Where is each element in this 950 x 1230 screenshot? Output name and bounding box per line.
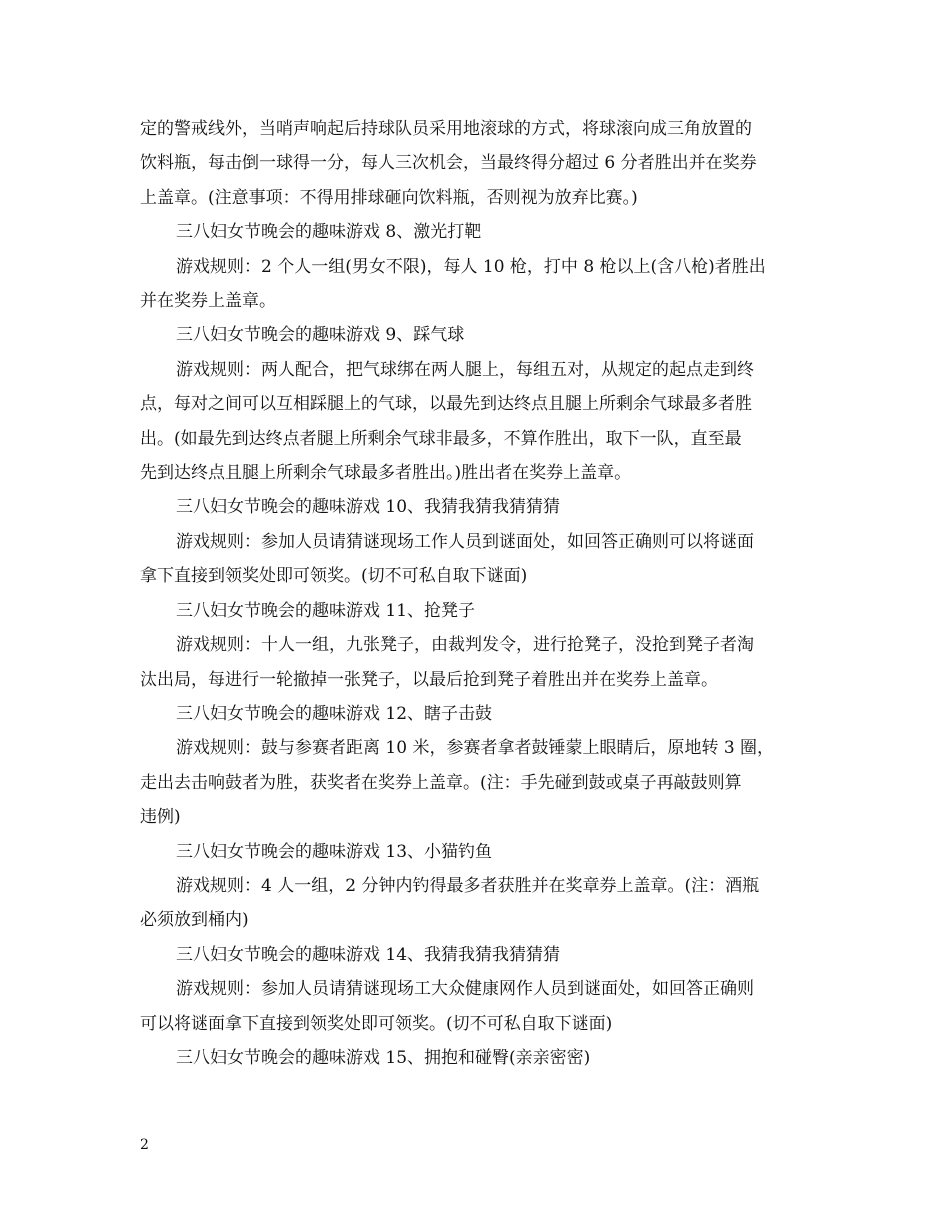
text-line: 三八妇女节晚会的趣味游戏 8、激光打靶 <box>176 222 482 243</box>
document-body <box>140 112 812 1075</box>
text-line: 游戏规则：2 个人一组(男女不限)，每人 10 枪，打中 8 枪以上(含八枪)者胜出 <box>176 256 766 277</box>
text-line: 游戏规则：参加人员请猜谜现场工作人员到谜面处，如回答正确则可以将谜面 <box>176 531 754 552</box>
text-line: 游戏规则：鼓与参赛者距离 10 米，参赛者拿者鼓锤蒙上眼睛后，原地转 3 圈， <box>176 738 775 759</box>
page-number: 2 <box>140 1137 149 1153</box>
text-line: 三八妇女节晚会的趣味游戏 13、小猫钓鱼 <box>176 841 493 862</box>
text-line: 三八妇女节晚会的趣味游戏 9、踩气球 <box>176 325 465 346</box>
text-line: 可以将谜面拿下直接到领奖处即可领奖。(切不可私自取下谜面) <box>140 1013 613 1034</box>
text-line: 点，每对之间可以互相踩腿上的气球，以最先到达终点且腿上所剩余气球最多者胜 <box>140 394 752 415</box>
text-line: 违例) <box>140 807 181 828</box>
text-line: 三八妇女节晚会的趣味游戏 14、我猜我猜我猜猜猜 <box>176 944 561 965</box>
text-line: 游戏规则：参加人员请猜谜现场工大众健康网作人员到谜面处，如回答正确则 <box>176 979 754 1000</box>
text-line: 走出去击响鼓者为胜，获奖者在奖券上盖章。(注：手先碰到鼓或桌子再敲鼓则算 <box>140 772 742 793</box>
text-line: 游戏规则：十人一组，九张凳子，由裁判发令，进行抢凳子，没抢到凳子者淘 <box>176 635 754 656</box>
text-line: 必须放到桶内) <box>140 910 249 931</box>
text-line: 三八妇女节晚会的趣味游戏 12、瞎子击鼓 <box>176 703 493 724</box>
text-line: 三八妇女节晚会的趣味游戏 11、抢凳子 <box>176 600 476 621</box>
text-line: 三八妇女节晚会的趣味游戏 10、我猜我猜我猜猜猜 <box>176 497 561 518</box>
text-line: 饮料瓶，每击倒一球得一分，每人三次机会，当最终得分超过 6 分者胜出并在奖券 <box>140 153 757 174</box>
text-line: 三八妇女节晚会的趣味游戏 15、拥抱和碰臀(亲亲密密) <box>176 1047 591 1068</box>
text-line: 并在奖券上盖章。 <box>140 291 276 312</box>
text-line: 拿下直接到领奖处即可领奖。(切不可私自取下谜面) <box>140 566 528 587</box>
text-line: 游戏规则：4 人一组，2 分钟内钓得最多者获胜并在奖章券上盖章。(注：酒瓶 <box>176 875 760 896</box>
text-line: 先到达终点且腿上所剩余气球最多者胜出。)胜出者在奖券上盖章。 <box>140 463 632 484</box>
text-line: 游戏规则：两人配合，把气球绑在两人腿上，每组五对，从规定的起点走到终 <box>176 359 754 380</box>
text-line: 出。(如最先到达终点者腿上所剩余气球非最多，不算作胜出，取下一队，直至最 <box>140 428 742 449</box>
text-line: 定的警戒线外，当哨声响起后持球队员采用地滚球的方式，将球滚向成三角放置的 <box>140 119 752 139</box>
text-line: 汰出局，每进行一轮撤掉一张凳子，以最后抢到凳子着胜出并在奖券上盖章。 <box>140 669 718 690</box>
text-line: 上盖章。(注意事项：不得用排球砸向饮料瓶，否则视为放弃比赛。) <box>140 187 638 208</box>
